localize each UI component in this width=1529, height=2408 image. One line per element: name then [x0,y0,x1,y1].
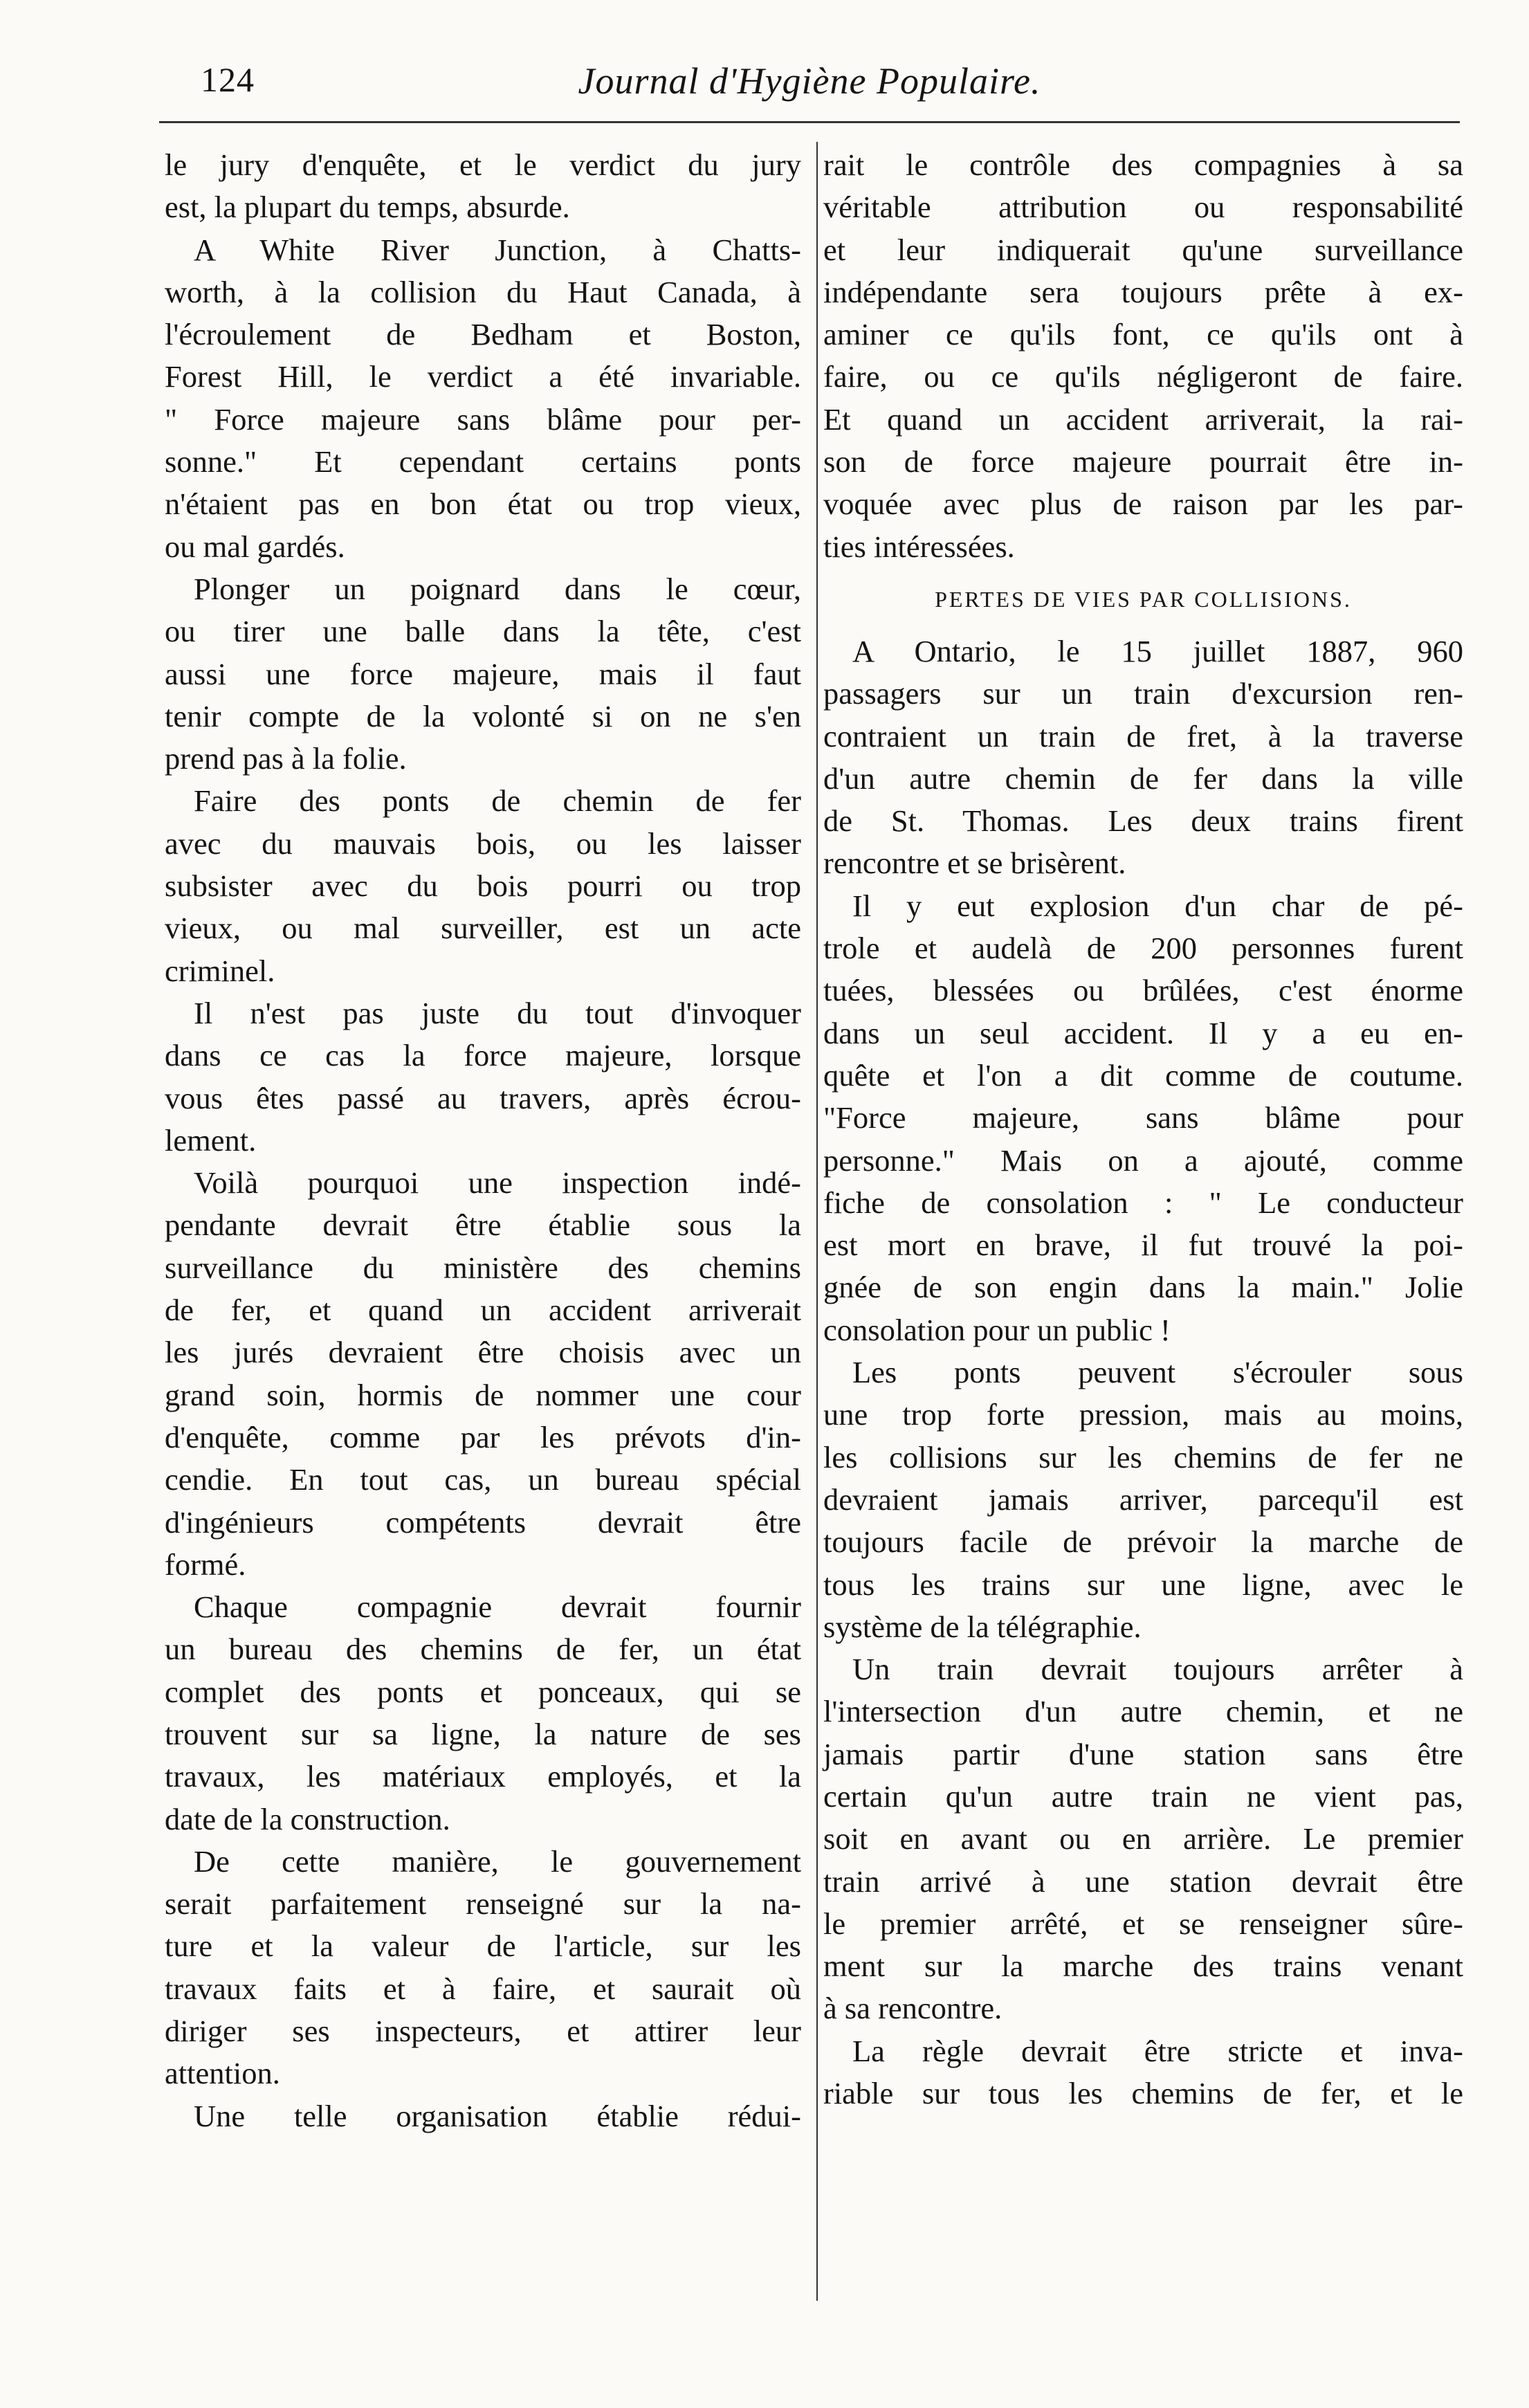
text-line: aminer ce qu'ils font, ce qu'ils ont à [823,317,1463,352]
text-line: sonne." Et cependant certains ponts [165,444,801,480]
text-line: gnée de son engin dans la main." Jolie [823,1270,1463,1305]
text-line: criminel. [165,953,275,988]
text-line: trole et audelà de 200 personnes furent [823,931,1463,966]
text-line: l'intersection d'un autre chemin, et ne [823,1694,1463,1729]
text-line: tuées, blessées ou brûlées, c'est énorme [823,973,1463,1008]
text-line: Voilà pourquoi une inspection indé- [194,1165,801,1201]
page-number: 124 [201,60,255,99]
text-line: de St. Thomas. Les deux trains firent [823,803,1463,839]
text-line: ou mal gardés. [165,529,345,564]
text-line: ou tirer une balle dans la tête, c'est [165,614,801,649]
text-line: A White River Junction, à Chatts- [194,232,801,267]
text-line: De cette manière, le gouvernement [194,1843,801,1879]
text-line: indépendante sera toujours prête à ex- [823,274,1463,309]
text-line: serait parfaitement renseigné sur la na- [165,1886,801,1922]
text-line: worth, à la collision du Haut Canada, à [165,274,801,309]
text-line: attention. [165,2056,280,2091]
text-line: est, la plupart du temps, absurde. [165,190,570,225]
text-line: le premier arrêté, et se renseigner sûre- [823,1906,1463,1941]
text-line: avec du mauvais bois, ou les laisser [165,826,801,861]
text-line: ment sur la marche des trains venant [823,1949,1463,1984]
page-header [163,54,1456,116]
text-line: tous les trains sur une ligne, avec le [823,1567,1463,1602]
text-line: riable sur tous les chemins de fer, et le [823,2076,1463,2111]
text-line: de fer, et quand un accident arriverait [165,1293,801,1328]
text-line: Il n'est pas juste du tout d'invoquer [194,995,801,1030]
column-divider [816,142,818,2301]
text-line: cendie. En tout cas, un bureau spécial [165,1462,801,1497]
text-line: véritable attribution ou responsabilité [823,190,1463,225]
text-line: La règle devrait être stricte et inva- [852,2033,1463,2068]
text-line: ture et la valeur de l'article, sur les [165,1928,801,1964]
text-line: passagers sur un train d'excursion ren- [823,676,1463,711]
text-line: grand soin, hormis de nommer une cour [165,1377,801,1412]
text-line: Forest Hill, le verdict a été invariable. [165,359,801,394]
text-line: travaux faits et à faire, et saurait où [165,1971,801,2006]
text-line: et leur indiquerait qu'une surveillance [823,232,1463,267]
text-line: vous êtes passé au travers, après écrou- [165,1080,801,1115]
text-line: fiche de consolation : " Le conducteur [823,1185,1463,1220]
text-line: un bureau des chemins de fer, un état [165,1632,801,1667]
text-line: pendante devrait être établie sous la [165,1207,801,1243]
text-line: système de la télégraphie. [823,1609,1142,1644]
text-line: voquée avec plus de raison par les par- [823,486,1463,522]
text-line: les collisions sur les chemins de fer ne [823,1439,1463,1475]
text-line: n'étaient pas en bon état ou trop vieux, [165,486,801,522]
text-line: quête et l'on a dit comme de coutume. [823,1057,1463,1093]
running-title: Journal d'Hygiène Populaire. [578,60,1041,102]
text-line: à sa rencontre. [823,1991,1002,2026]
text-line: Un train devrait toujours arrêter à [852,1652,1463,1687]
text-line: travaux, les matériaux employés, et la [165,1759,801,1794]
text-line: train arrivé à une station devrait être [823,1863,1463,1899]
text-line: ties intéressées. [823,529,1015,564]
text-line: devraient jamais arriver, parcequ'il est [823,1481,1463,1517]
text-line: toujours facile de prévoir la marche de [823,1524,1463,1560]
text-line: trouvent sur sa ligne, la nature de ses [165,1716,801,1751]
text-line: son de force majeure pourrait être in- [823,444,1463,480]
text-line: diriger ses inspecteurs, et attirer leur [165,2014,801,2049]
text-line: jamais partir d'une station sans être [823,1736,1463,1771]
text-line: personne." Mais on a ajouté, comme [823,1142,1463,1178]
text-line: consolation pour un public ! [823,1312,1171,1347]
text-line: certain qu'un autre train ne vient pas, [823,1778,1463,1814]
text-line: subsister avec du bois pourri ou trop [165,868,801,904]
text-line: complet des ponts et ponceaux, qui se [165,1674,801,1709]
text-line: rencontre et se brisèrent. [823,846,1126,881]
right-column [823,144,1463,2115]
text-line: Les ponts peuvent s'écrouler sous [852,1355,1463,1390]
left-column [165,144,801,2137]
text-line: d'enquête, comme par les prévots d'in- [165,1419,801,1454]
text-line: est mort en brave, il fut trouvé la poi- [823,1228,1463,1263]
text-line: Il y eut explosion d'un char de pé- [852,888,1463,923]
text-line: Faire des ponts de chemin de fer [194,783,801,819]
text-line: les jurés devraient être choisis avec un [165,1335,801,1370]
text-line: contraient un train de fret, à la traverse [823,718,1463,754]
text-line: Plonger un poignard dans le cœur, [194,571,801,606]
text-line: date de la construction. [165,1801,450,1836]
text-line: l'écroulement de Bedham et Boston, [165,317,801,352]
text-line: Et quand un accident arriverait, la rai- [823,401,1463,437]
text-line: vieux, ou mal surveiller, est un acte [165,911,801,946]
text-line: dans un seul accident. Il y a eu en- [823,1015,1463,1050]
text-line: une trop forte pression, mais au moins, [823,1397,1463,1432]
text-line: Chaque compagnie devrait fournir [194,1589,801,1625]
section-heading: PERTES DE VIES PAR COLLISIONS. [935,586,1352,612]
header-rule [159,121,1460,123]
text-line: "Force majeure, sans blâme pour [823,1100,1463,1135]
text-line: d'un autre chemin de fer dans la ville [823,760,1463,796]
text-line: Une telle organisation établie rédui- [194,2098,801,2133]
text-line: rait le contrôle des compagnies à sa [823,147,1463,182]
text-line: lement. [165,1122,257,1158]
text-line: faire, ou ce qu'ils négligeront de faire. [823,359,1463,394]
text-line: surveillance du ministère des chemins [165,1250,801,1285]
text-line: A Ontario, le 15 juillet 1887, 960 [852,633,1463,668]
text-line: tenir compte de la volonté si on ne s'en [165,698,801,733]
text-line: " Force majeure sans blâme pour per- [165,401,801,437]
text-line: d'ingénieurs compétents devrait être [165,1504,801,1540]
text-line: le jury d'enquête, et le verdict du jury [165,147,801,182]
text-line: prend pas à la folie. [165,741,407,776]
text-line: formé. [165,1547,246,1582]
text-line: aussi une force majeure, mais il faut [165,656,801,691]
text-line: dans ce cas la force majeure, lorsque [165,1038,801,1073]
text-line: soit en avant ou en arrière. Le premier [823,1821,1463,1857]
